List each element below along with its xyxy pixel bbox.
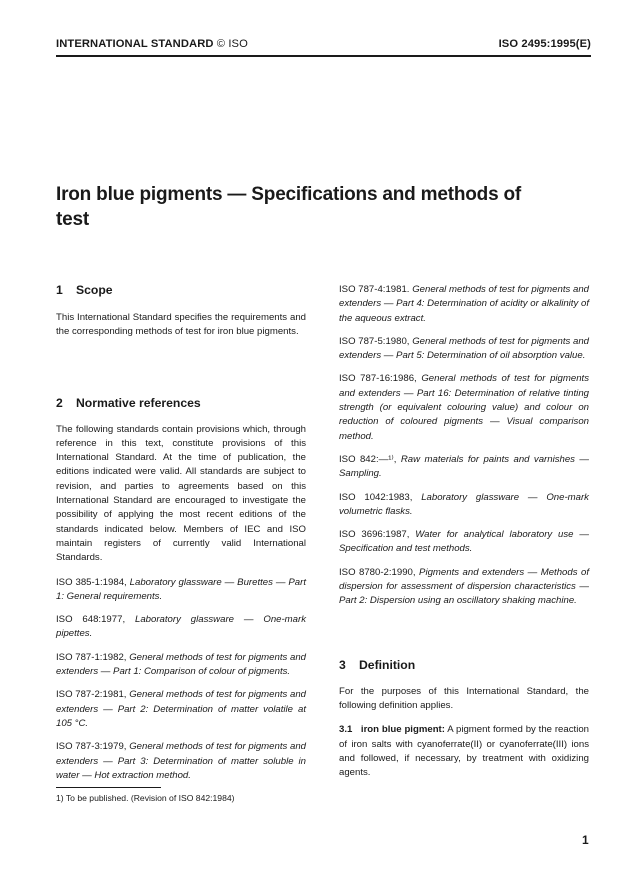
reference-item bbox=[339, 566, 589, 609]
reference-item bbox=[339, 372, 589, 443]
term-number: 3.1 bbox=[339, 724, 353, 736]
standard-number: ISO 2495:1995(E) bbox=[498, 38, 591, 50]
definition-heading bbox=[339, 657, 589, 673]
reference-item bbox=[339, 528, 589, 557]
scope-number: 1 bbox=[56, 283, 63, 297]
header-rule bbox=[56, 55, 591, 57]
reference-item bbox=[339, 491, 589, 520]
normative-title: Normative references bbox=[76, 395, 201, 410]
right-column bbox=[339, 283, 589, 780]
document-title: Iron blue pigments — Specifications and methods of test bbox=[56, 184, 522, 230]
normative-heading bbox=[56, 395, 306, 411]
reference-item bbox=[56, 613, 306, 642]
term-definition: A pigment formed by the reaction of iron salts with cyanoferrate(II) or cyanoferrate(III) ions and followed, if necessary, by treatment with oxidizing agents. bbox=[339, 724, 589, 779]
reference-title: General methods of test for pigments and extenders — Part 4: Determination of acidity or alkalinity of the aqueous extract. bbox=[339, 284, 590, 324]
reference-code: ISO 648:1977, bbox=[56, 614, 126, 626]
standard-label: INTERNATIONAL STANDARD bbox=[56, 38, 214, 50]
scope-heading bbox=[56, 282, 306, 298]
scope-text: This International Standard specifies the requirements and the corresponding methods of test for iron blue pigments. bbox=[56, 312, 306, 338]
term-name: iron blue pigment: bbox=[360, 724, 445, 736]
reference-title: Pigments and extenders — Methods of dispersion for assessment of dispersion characteristics — Part 2: Dispersion using an oscillatory shaking machine. bbox=[339, 566, 589, 607]
reference-item bbox=[339, 283, 589, 326]
reference-title: General methods of test for pigments and extenders — Part 1: Comparison of colour of pigments. bbox=[56, 651, 307, 678]
reference-title: General methods of test for pigments and extenders — Part 16: Determination of relative tinting strength (or equivalent colouring value) and colour on reduction of coloured pigments — Visual comparison method. bbox=[339, 373, 589, 442]
reference-title: General methods of test for pigments and extenders — Part 3: Determination of matter soluble in water — Hot extraction method. bbox=[56, 741, 307, 781]
page-number: 1 bbox=[582, 833, 589, 847]
reference-title: General methods of test for pigments and extenders — Part 2: Determination of matter volatile at 105 °C. bbox=[56, 689, 307, 729]
reference-code: ISO 787-16:1986, bbox=[339, 373, 417, 385]
header-left bbox=[56, 38, 248, 50]
reference-item bbox=[339, 335, 589, 364]
reference-code: ISO 385-1:1984, bbox=[56, 576, 127, 588]
definition-item bbox=[339, 723, 589, 780]
reference-item bbox=[56, 576, 306, 605]
reference-code: ISO 787-2:1981, bbox=[56, 689, 127, 701]
reference-code: ISO 787-4:1981. bbox=[339, 284, 410, 295]
footnote-rule bbox=[56, 787, 161, 788]
reference-code: ISO 1042:1983, bbox=[339, 491, 413, 503]
reference-code: ISO 3696:1987, bbox=[339, 529, 410, 541]
reference-title: Laboratory glassware — One-mark volumetric flasks. bbox=[339, 491, 589, 517]
reference-code: ISO 8780-2:1990, bbox=[339, 566, 416, 578]
definition-title: Definition bbox=[359, 657, 416, 672]
reference-code: ISO 787-3:1979, bbox=[56, 741, 127, 753]
reference-code: ISO 842:—¹⁾, bbox=[339, 453, 397, 465]
reference-title: General methods of test for pigments and extenders — Part 5: Determination of oil absorption value. bbox=[339, 335, 590, 362]
reference-code: ISO 787-5:1980, bbox=[339, 335, 410, 347]
reference-title: Laboratory glassware — Burettes — Part 1: General requirements. bbox=[56, 576, 307, 602]
reference-item bbox=[56, 688, 306, 731]
normative-intro: The following standards contain provisions which, through reference in this text, constitute provisions of this International Standard. At the time of publication, the editions indicated were valid. All standards are subject to revision, and parties to agreements based on this International Standard are encouraged to investigate the possibility of applying the most recent editions of the standards indicated below. Members of IEC and ISO maintain registers of currently valid International Standards. bbox=[56, 423, 306, 564]
footnote: 1) To be published. (Revision of ISO 842:1984) bbox=[56, 793, 235, 803]
definition-number: 3 bbox=[339, 657, 346, 672]
reference-title: Laboratory glassware — One-mark pipettes. bbox=[56, 614, 307, 640]
reference-code: ISO 787-1:1982, bbox=[56, 651, 127, 663]
reference-item bbox=[339, 453, 589, 482]
copyright-iso-mark: © ISO bbox=[216, 38, 248, 50]
reference-item bbox=[56, 651, 306, 680]
reference-title: Water for analytical laboratory use — Specification and test methods. bbox=[339, 529, 589, 555]
definition-intro: For the purposes of this International Standard, the following definition applies. bbox=[339, 685, 589, 711]
page-header bbox=[56, 38, 591, 54]
left-column bbox=[56, 282, 306, 783]
scope-title: Scope bbox=[76, 283, 113, 297]
reference-title: Raw materials for paints and varnishes — Sampling. bbox=[339, 453, 589, 480]
normative-number: 2 bbox=[56, 395, 63, 410]
reference-item bbox=[56, 740, 306, 783]
